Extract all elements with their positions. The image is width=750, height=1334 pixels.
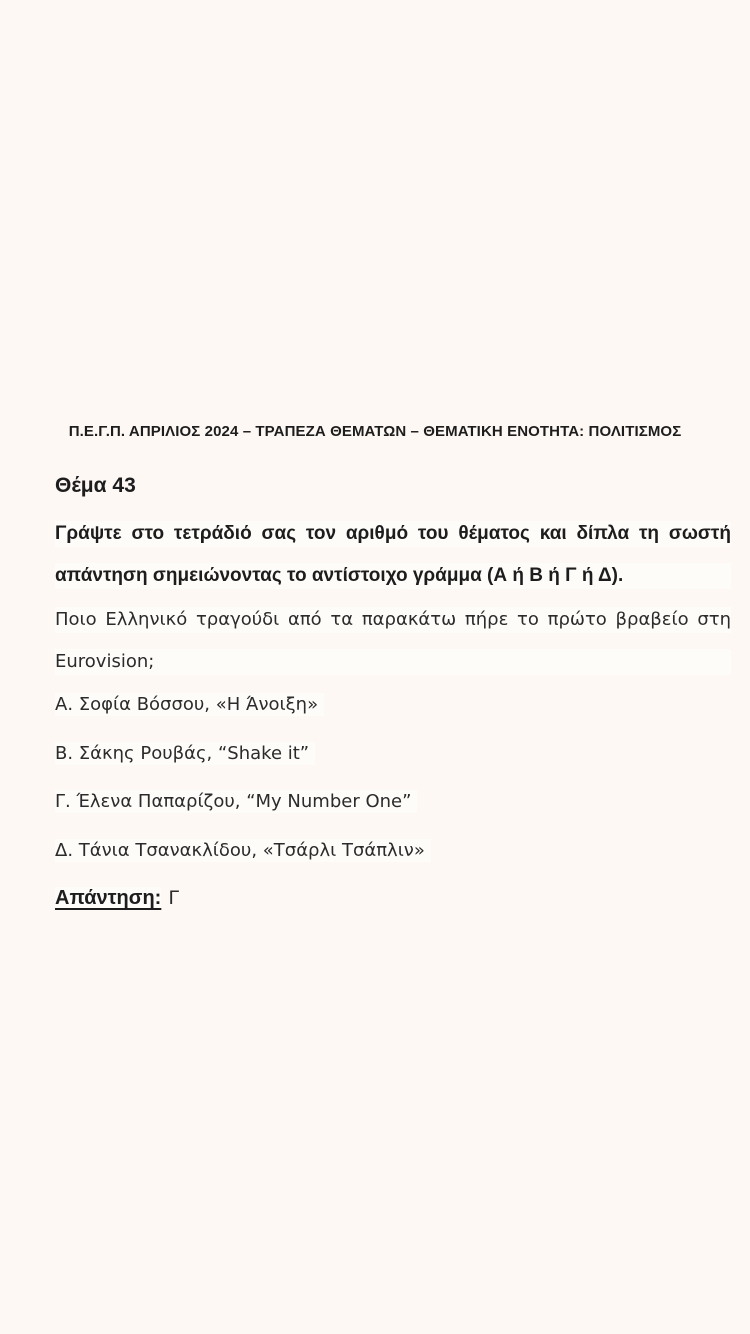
question-line-2: Eurovision; (55, 649, 731, 675)
instruction-line-1: Γράψτε στο τετράδιό σας τον αριθμό του θέματος και δίπλα τη σωστή (55, 521, 731, 547)
option-d (55, 838, 731, 864)
option-c-text: Γ. Έλενα Παπαρίζου, “My Number One” (55, 790, 417, 813)
option-d-text: Δ. Τάνια Τσανακλίδου, «Τσάρλι Τσάπλιν» (55, 839, 431, 862)
answer-row (55, 885, 731, 912)
question-line-1: Ποιο Ελληνικό τραγούδι από τα παρακάτω πήρε το πρώτο βραβείο στη (55, 607, 731, 633)
option-a-text: Α. Σοφία Βόσσου, «Η Άνοιξη» (55, 693, 324, 716)
option-b-text: Β. Σάκης Ρουβάς, “Shake it” (55, 742, 315, 765)
option-b (55, 741, 731, 767)
answer-label: Απάντηση: (55, 887, 162, 909)
answer-value: Γ (168, 887, 179, 909)
option-a (55, 692, 731, 718)
document-header: Π.Ε.Γ.Π. ΑΠΡΙΛΙΟΣ 2024 – ΤΡΑΠΕΖΑ ΘΕΜΑΤΩΝ – ΘΕΜΑΤΙΚΗ ΕΝΟΤΗΤΑ: ΠΟΛΙΤΙΣΜΟΣ (68, 423, 682, 440)
option-c (55, 789, 731, 815)
instruction-line-2: απάντηση σημειώνοντας το αντίστοιχο γράμμα (Α ή Β ή Γ ή Δ). (55, 563, 731, 589)
topic-title: Θέμα 43 (55, 474, 136, 497)
